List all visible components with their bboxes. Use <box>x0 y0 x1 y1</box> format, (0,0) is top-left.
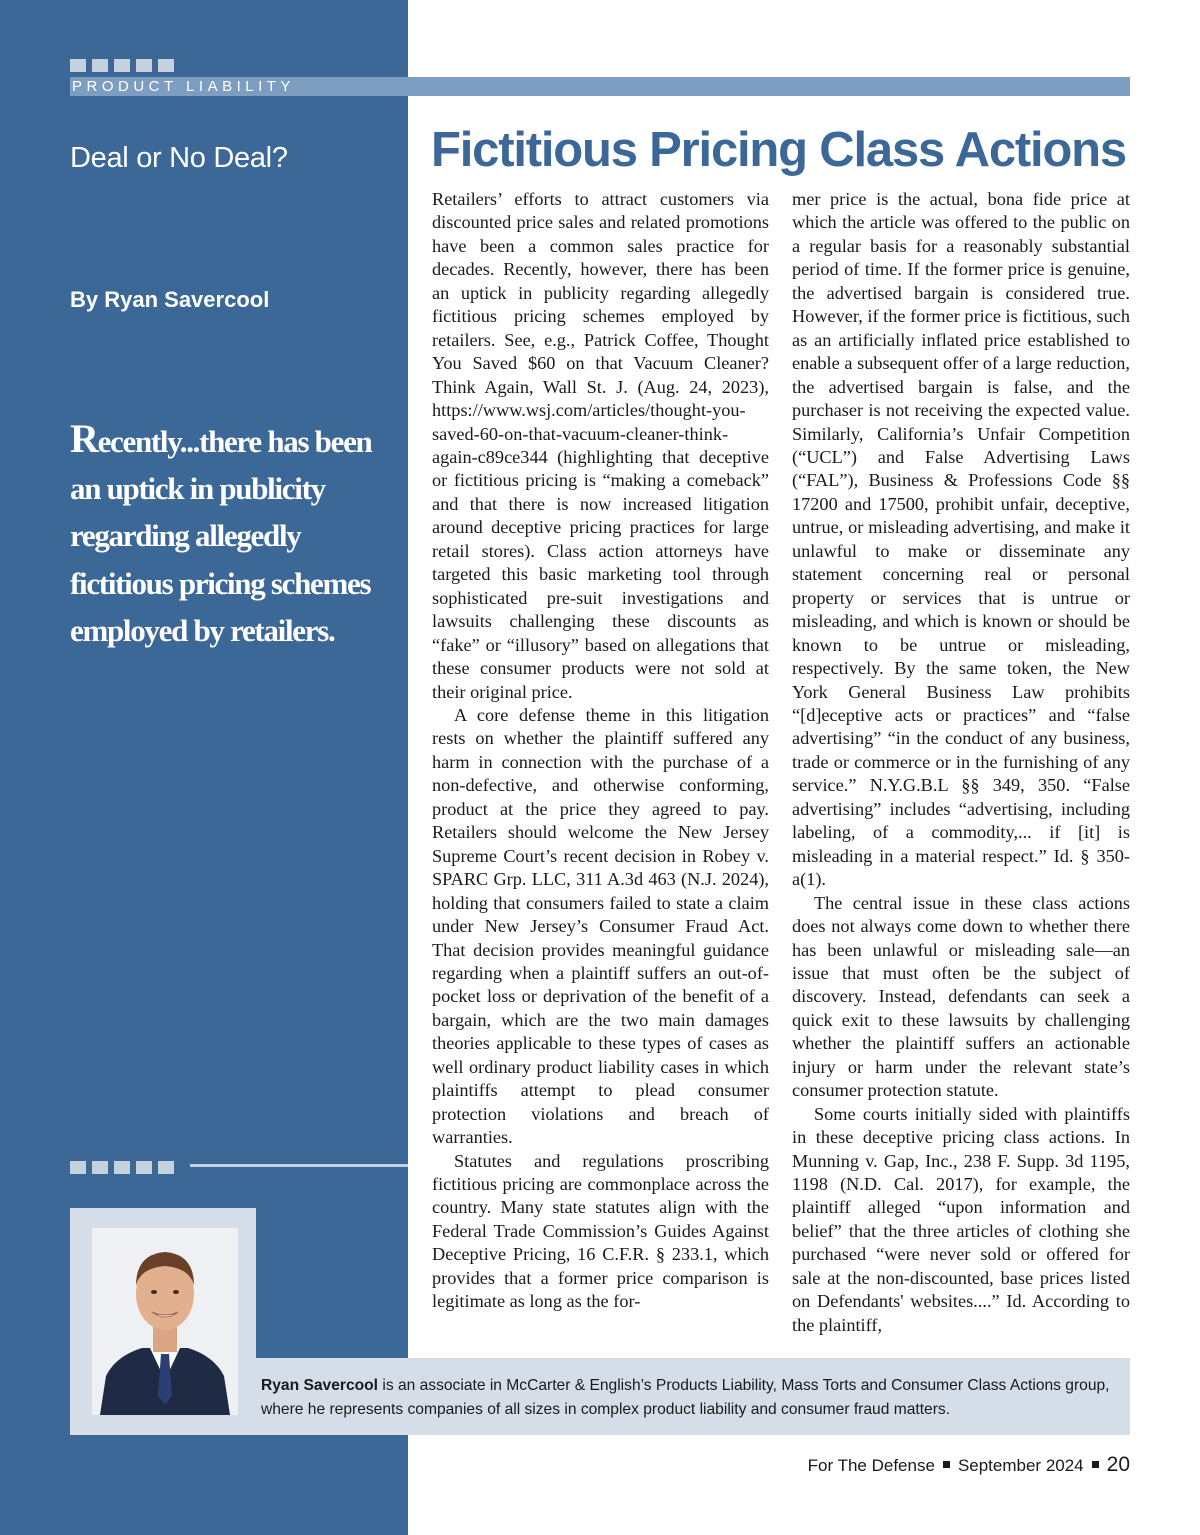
pull-quote-text: ecently...there has been an uptick in publicity regarding allegedly fictitious pricing schemes employed by retailers. <box>70 424 372 648</box>
paragraph: A core defense theme in this litigation rests on whether the plaintiff suffered any harm in connection with the purchase of a non-defective, and otherwise conforming, product at the price they agreed to pay. Retailers should welcome the New Jersey Supreme Court’s recent decision in Robey v. SPARC Grp. LLC, 311 A.3d 463 (N.J. 2024), holding that consumers failed to state a claim under New Jersey’s Consumer Fraud Act. That decision provides meaningful guidance regarding when a plaintiff suffers an out-of-pocket loss or deprivation of the benefit of a bargain, which are the two main damages theories applicable to these types of cases as well ordinary product liability cases in which plaintiffs attempt to plead consumer protection violations and breach of warranties. <box>432 704 769 1148</box>
article-kicker: Deal or No Deal? <box>70 142 288 174</box>
footer-publication: For The Defense <box>807 1456 935 1475</box>
paragraph: Some courts initially sided with plaintiffs in these deceptive pricing class actions. In Munning v. Gap, Inc., 238 F. Supp. 3d 1195, 1198 (N.D. Cal. 2017), for example, the plaintiff alleged “upon information and belief” that the three articles of clothing she purchased “were never sold or offered for sale at the non-discounted, base prices listed on Defendants' websites....” Id. According to the plaintiff, <box>792 1103 1130 1335</box>
divider-line <box>190 1164 408 1167</box>
section-label: PRODUCT LIABILITY <box>72 78 295 95</box>
author-byline: By Ryan Savercool <box>70 287 270 312</box>
paragraph: The central issue in these class actions does not always come down to whether there has been unlawful or misleading sale—an issue that must often be the subject of discovery. Instead, defendants can seek a quick exit to these lawsuits by challenging whether the plaintiff suffers an actionable injury or harm under the relevant state’s consumer protection statute. <box>792 892 1130 1101</box>
author-portrait-icon <box>92 1228 238 1415</box>
page-footer <box>808 1453 1130 1477</box>
author-bio <box>261 1374 1121 1422</box>
bullet-icon <box>1092 1461 1099 1468</box>
pull-quote-initial: R <box>70 416 98 461</box>
bio-description: is an associate in McCarter & English’s Products Liability, Mass Torts and Consumer Class Actions group, where he represents companies of all sizes in complex product liability and consumer fraud matters. <box>261 1377 1110 1418</box>
article-column-2 <box>792 188 1130 1337</box>
bullet-icon <box>943 1461 950 1468</box>
author-photo <box>92 1228 238 1415</box>
article-title: Fictitious Pricing Class Actions <box>431 123 1126 177</box>
article-column-1 <box>432 188 769 1314</box>
decorative-squares-bottom <box>70 1161 174 1174</box>
paragraph: mer price is the actual, bona fide price at which the article was offered to the public on a regular basis for a reasonably substantial period of time. If the former price is genuine, the advertised bargain is considered true. However, if the former price is fictitious, such as an artificially inflated price established to enable a subsequent offer of a large reduction, the advertised bargain is false, and the purchaser is not receiving the expected value. Similarly, California’s Unfair Competition (“UCL”) and False Advertising Laws (“FAL”), Business & Professions Code §§ 17200 and 17500, prohibit unfair, deceptive, untrue, or misleading advertising, and make it unlawful to make or disseminate any statement concerning real or personal property or services that is untrue or misleading, and which is known or should be known to be untrue or misleading, respectively. By the same token, the New York General Business Law prohibits “[d]eceptive acts or practices” and “false advertising” “in the conduct of any business, trade or commerce or in the furnishing of any service.” N.Y.G.B.L §§ 349, 350. “False advertising” includes “advertising, including labeling, of a commodity,... if [it] is misleading in a material respect.” Id. § 350-a(1). <box>792 189 1130 890</box>
page-number: 20 <box>1106 1453 1130 1476</box>
bio-name: Ryan Savercool <box>261 1377 379 1394</box>
pull-quote <box>70 415 400 654</box>
footer-date: September 2024 <box>957 1456 1084 1475</box>
decorative-squares-top <box>70 59 174 72</box>
paragraph: Retailers’ efforts to attract customers via discounted price sales and related promotions have been a common sales practice for decades. Recently, however, there has been an uptick in publicity regarding allegedly fictitious pricing schemes employed by retailers. See, e.g., Patrick Coffee, Thought You Saved $60 on that Vacuum Cleaner? Think Again, Wall St. J. (Aug. 24, 2023), https://www.wsj.com/articles/thought-you-saved-60-on-that-vacuum-cleaner-think-again-c89ce344 (highlighting that deceptive or fictitious pricing is “making a comeback” and that there is now increased litigation around deceptive pricing practices for large retail stores). Class action attorneys have targeted this basic marketing tool through sophisticated pre-suit investigations and lawsuits challenging these discounts as “fake” or “illusory” based on allegations that these consumer products were not sold at their original price. <box>432 189 769 702</box>
paragraph: Statutes and regulations proscribing fictitious pricing are commonplace across the country. Many state statutes align with the Federal Trade Commission’s Guides Against Deceptive Pricing, 16 C.F.R. § 233.1, which provides that a former price comparison is legitimate as long as the for- <box>432 1150 769 1312</box>
